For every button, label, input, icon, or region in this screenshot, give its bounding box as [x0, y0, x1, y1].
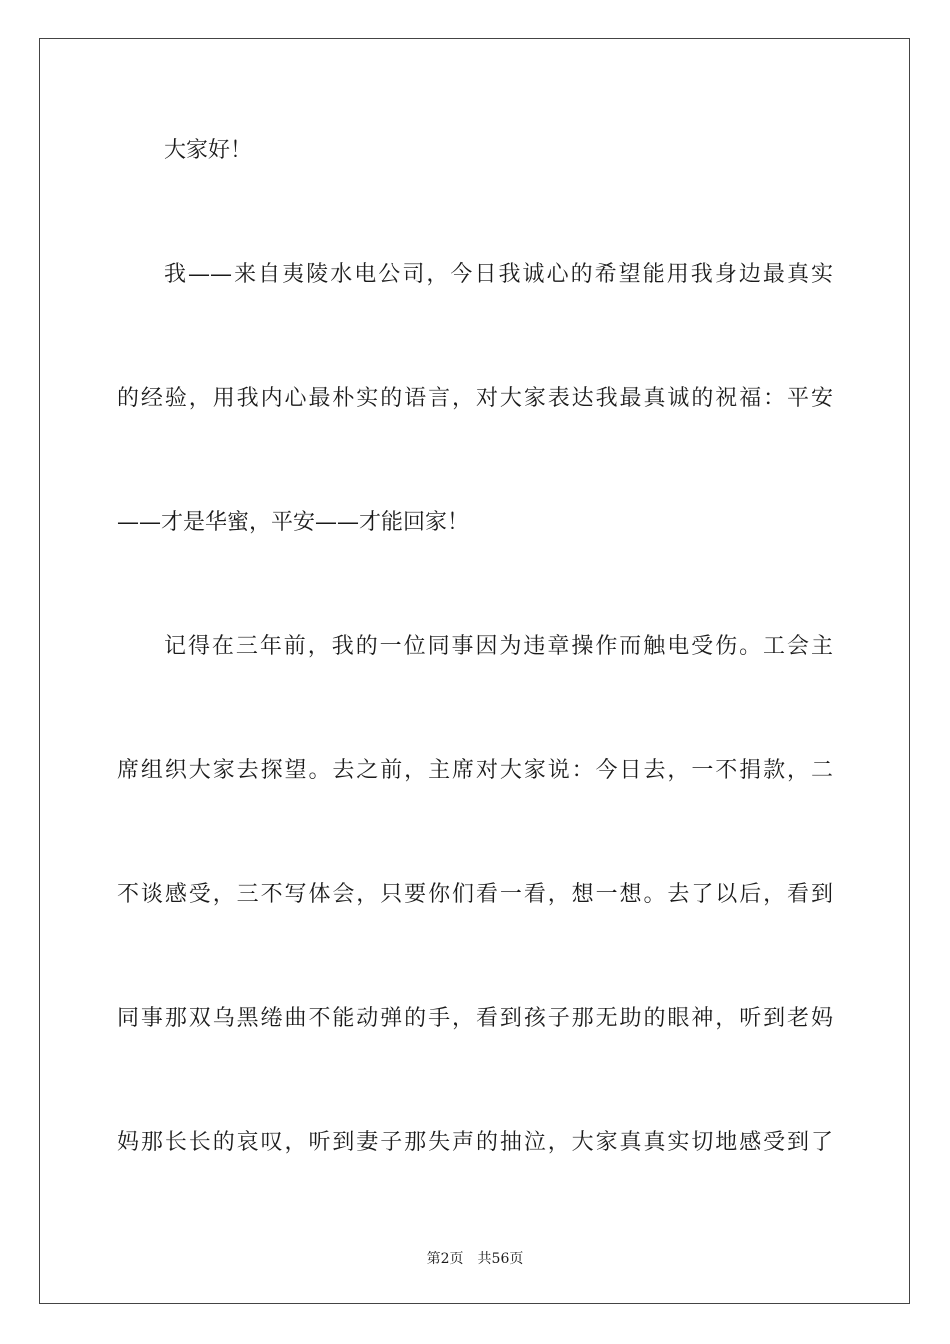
greeting-line: 大家好！ — [164, 138, 253, 163]
paragraph-2-line-4: 同事那双乌黑绻曲不能动弹的手，看到孩子那无助的眼神，听到老妈 — [117, 1006, 833, 1031]
total-pages: 共56页 — [477, 1251, 524, 1267]
page-footer — [0, 1248, 950, 1268]
paragraph-2-line-5: 妈那长长的哀叹，听到妻子那失声的抽泣，大家真真实切地感受到了 — [117, 1130, 833, 1155]
paragraph-1-line-3: ——才是华蜜，平安——才能回家！ — [117, 510, 470, 535]
paragraph-2-line-1: 记得在三年前，我的一位同事因为违章操作而触电受伤。工会主 — [164, 634, 833, 659]
paragraph-1-line-2: 的经验，用我内心最朴实的语言，对大家表达我最真诚的祝福：平安 — [117, 386, 833, 411]
paragraph-2-line-2: 席组织大家去探望。去之前，主席对大家说：今日去，一不捐款，二 — [117, 758, 833, 783]
page-border — [39, 38, 910, 1304]
page-number: 第2页 — [426, 1251, 464, 1267]
paragraph-1-line-1: 我——来自夷陵水电公司，今日我诚心的希望能用我身边最真实 — [164, 262, 833, 287]
paragraph-2-line-3: 不谈感受，三不写体会，只要你们看一看，想一想。去了以后，看到 — [117, 882, 833, 907]
